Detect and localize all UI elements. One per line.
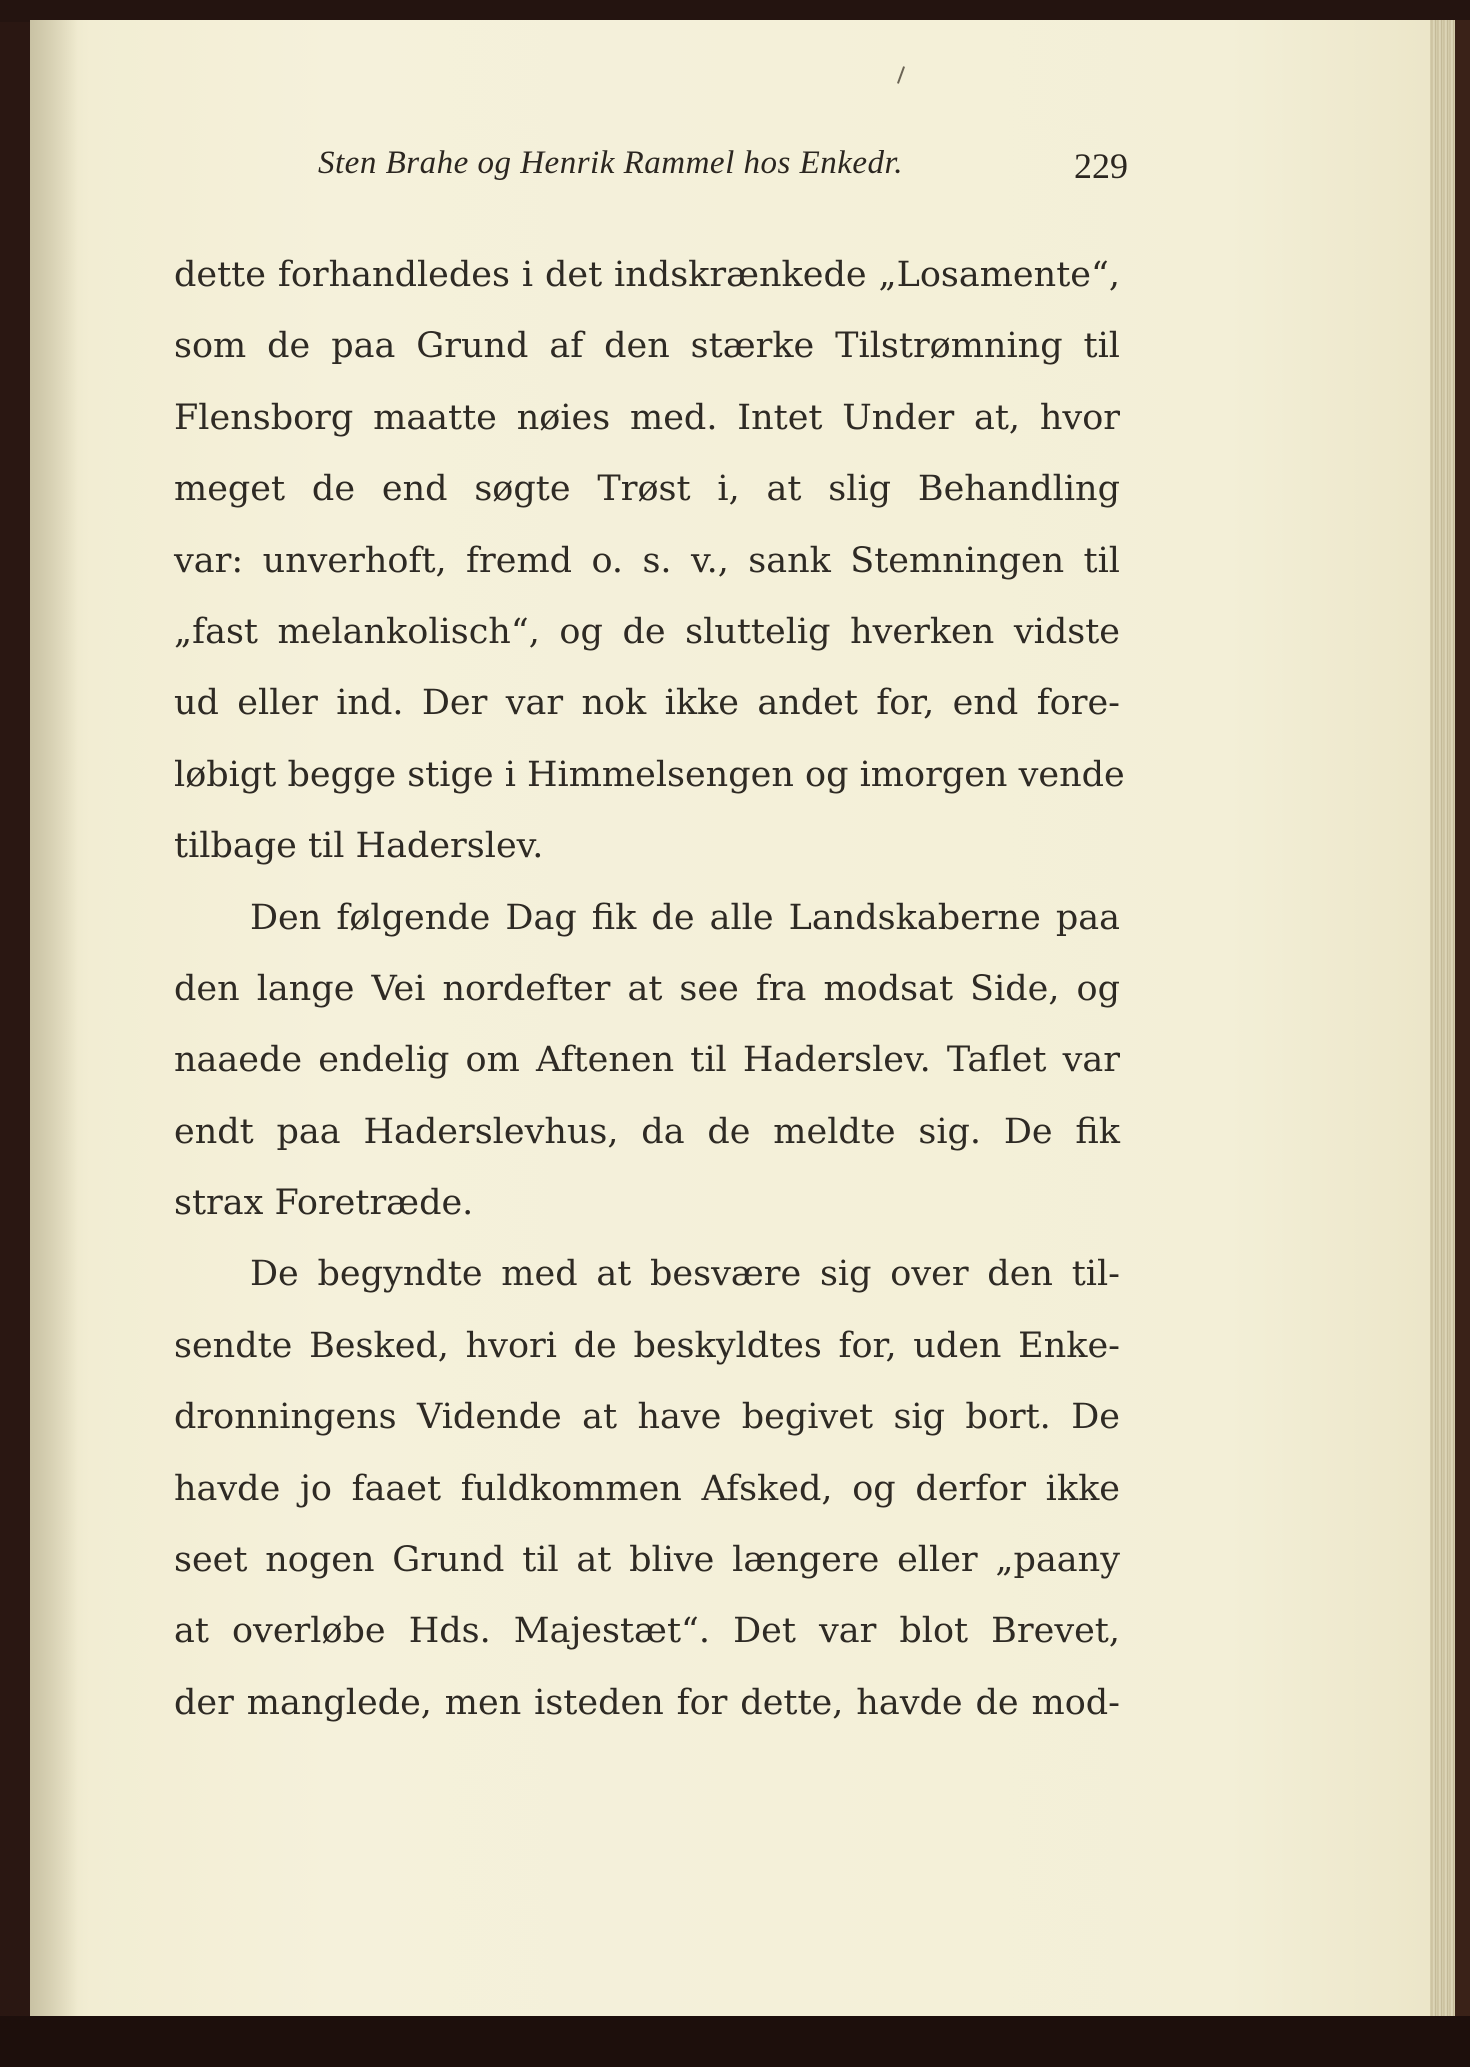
text-line: meget de end søgte Trøst i, at slig Behandling (174, 469, 1120, 510)
text-line: dronningens Vidende at have begivet sig bort. De (174, 1397, 1120, 1438)
text-line: dette forhandledes i det indskrænkede „Losamente“, (174, 255, 1120, 295)
text-line: havde jo faaet fuldkommen Afsked, og derfor ikke (174, 1468, 1120, 1509)
page-header (318, 145, 1128, 195)
text-line: „fast melankolisch“, og de sluttelig hverken vidste (174, 611, 1120, 652)
body-text (174, 240, 1125, 1739)
text-line: ud eller ind. Der var nok ikke andet for, end fore- (174, 683, 1120, 724)
text-line: der manglede, men isteden for dette, havde de mod- (174, 1682, 1120, 1723)
paragraph-first-line: Den følgende Dag fik de alle Landskaberne paa (250, 897, 1120, 938)
book-cover-top (0, 0, 1470, 22)
text-line: strax Foretræde. (174, 1183, 474, 1224)
book-cover-right (1455, 20, 1470, 2018)
text-line: løbigt begge stige i Himmelsengen og imorgen vende (174, 754, 1125, 795)
paragraph-first-line: De begyndte med at besvære sig over den til- (250, 1254, 1120, 1295)
text-line: at overløbe Hds. Majestæt“. Det var blot Brevet, (174, 1611, 1120, 1652)
text-line: sendte Besked, hvori de beskyldtes for, uden Enke- (174, 1325, 1120, 1366)
text-line: som de paa Grund af den stærke Tilstrømning til (174, 326, 1120, 367)
text-line: tilbage til Haderslev. (174, 826, 544, 867)
page-number: 229 (1074, 146, 1128, 186)
running-head: Sten Brahe og Henrik Rammel hos Enkedr. (318, 145, 903, 181)
text-line: var: unverhoft, fremd o. s. v., sank Stemningen til (174, 540, 1120, 581)
text-line: seet nogen Grund til at blive længere eller „paany (174, 1540, 1120, 1581)
text-line: den lange Vei nordefter at see fra modsat Side, og (174, 968, 1120, 1009)
book-cover-bottom (0, 2016, 1470, 2067)
text-line: naaede endelig om Aftenen til Haderslev. Taflet var (174, 1040, 1120, 1081)
text-line: Flensborg maatte nøies med. Intet Under at, hvor (174, 397, 1120, 438)
gutter-shadow (30, 20, 78, 2018)
text-line: endt paa Haderslevhus, da de meldte sig. De fik (174, 1111, 1120, 1152)
